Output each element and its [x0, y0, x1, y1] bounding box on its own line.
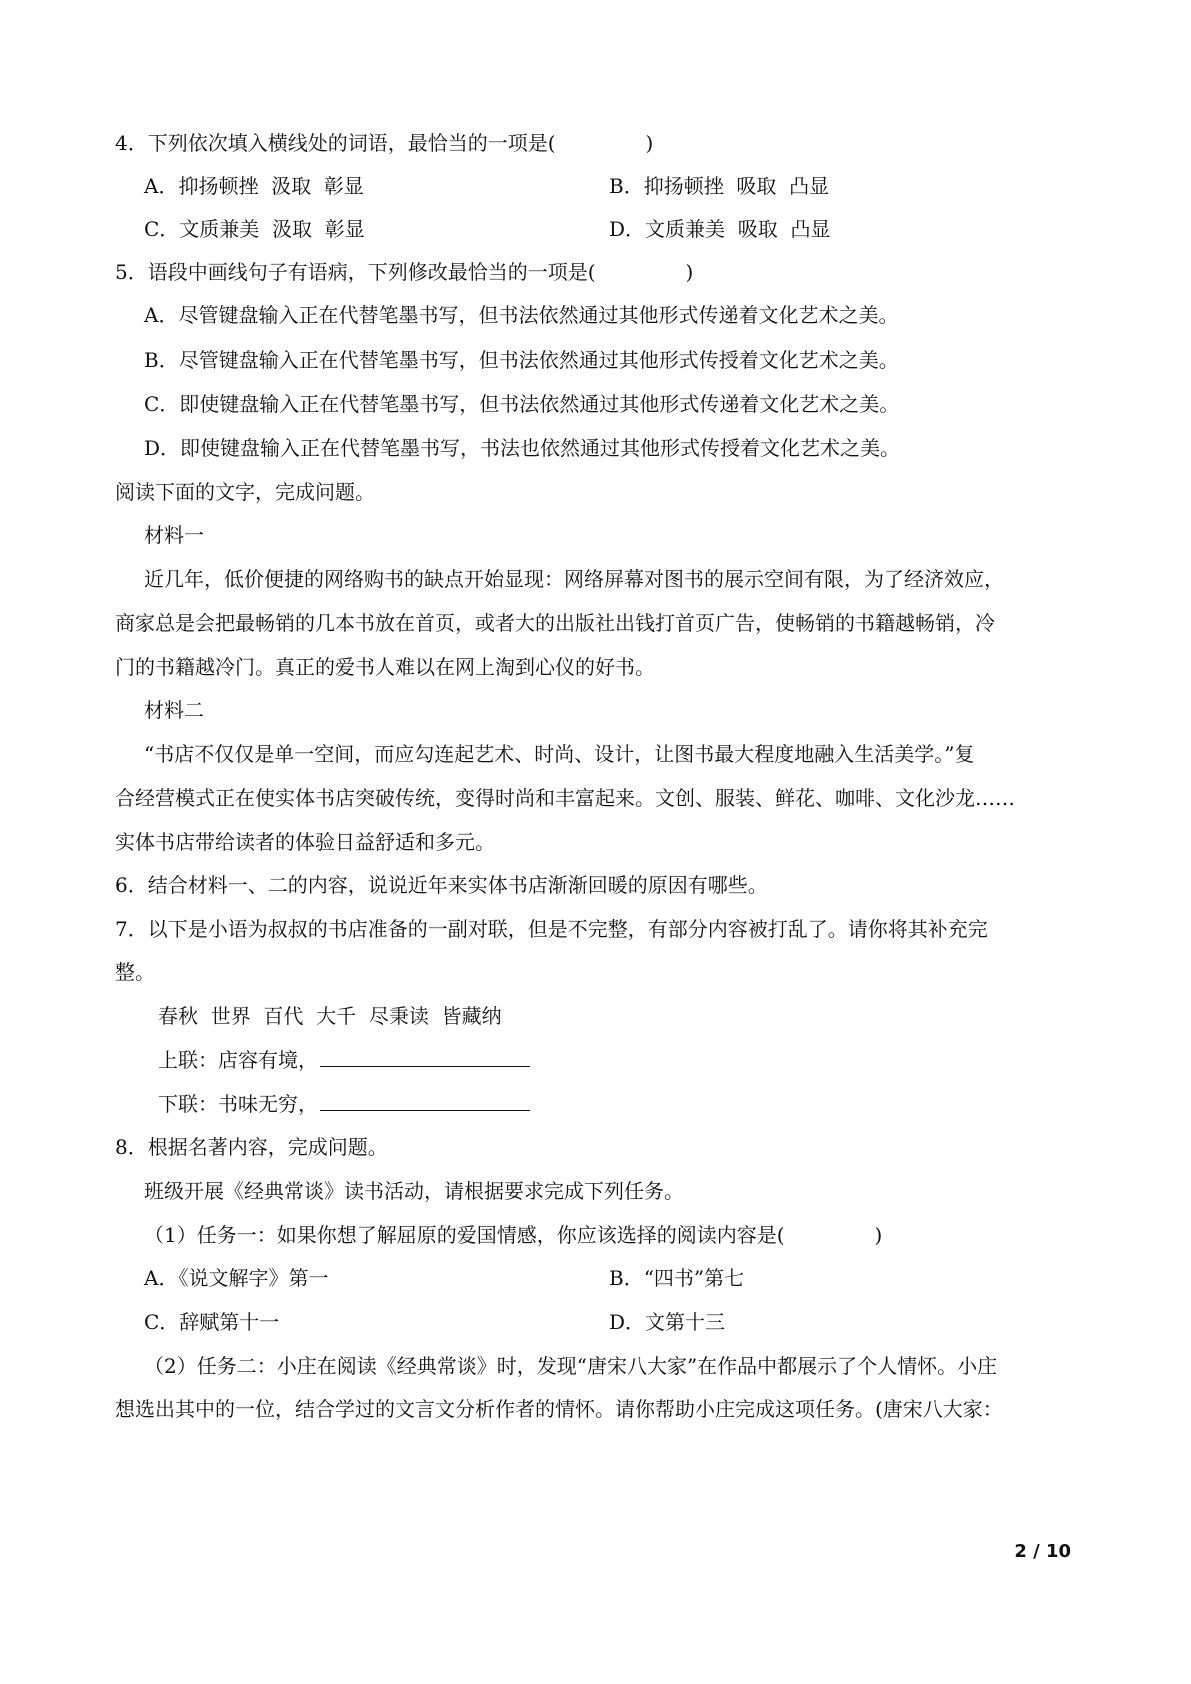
page-number: 2 / 10: [1014, 1541, 1071, 1562]
q5-stem: 5．语段中画线句子有语病，下列修改最恰当的一项是( ): [115, 260, 694, 284]
material-2-line: 实体书店带给读者的体验日益舒适和多元。: [115, 830, 495, 854]
q7-upper-couplet: 上联：店容有境，: [0, 1045, 1191, 1075]
material-1-line: 商家总是会把最畅销的几本书放在首页，或者大的出版社出钱打首页广告，使畅销的书籍越畅销，冷: [115, 611, 995, 635]
lower-couplet-blank[interactable]: [320, 1090, 530, 1111]
material-2-line: “书店不仅仅是单一空间，而应勾连起艺术、时尚、设计，让图书最大程度地融入生活美学。”复: [144, 742, 975, 766]
q8-option-c: C．辞赋第十一: [144, 1310, 280, 1334]
q4-option-a: A．抑扬顿挫 汲取 彰显: [144, 174, 364, 198]
reading-intro: 阅读下面的文字，完成问题。: [115, 480, 375, 504]
q8-task-1-option-row-2: [0, 1307, 1191, 1337]
material-2-title: 材料二: [144, 698, 204, 722]
q8-task-1-stem: （1）任务一：如果你想了解屈原的爱国情感，你应该选择的阅读内容是( ): [144, 1223, 883, 1247]
material-1-line: 门的书籍越冷门。真正的爱书人难以在网上淘到心仪的好书。: [115, 655, 655, 679]
q6-stem: 6．结合材料一、二的内容，说说近年来实体书店渐渐回暖的原因有哪些。: [115, 873, 768, 897]
q8-task-2-line: 想选出其中的一位，结合学过的文言文分析作者的情怀。请你帮助小庄完成这项任务。(唐宋八大家：: [115, 1397, 1003, 1421]
q7-word-bank: 春秋 世界 百代 大千 尽秉读 皆藏纳: [158, 1004, 502, 1028]
q5-option-d: D．即使键盘输入正在代替笔墨书写，书法也依然通过其他形式传授着文化艺术之美。: [144, 436, 901, 460]
material-1-line: 近几年，低价便捷的网络购书的缺点开始显现：网络屏幕对图书的展示空间有限，为了经济效应，: [144, 567, 1004, 591]
q8-intro: 班级开展《经典常谈》读书活动，请根据要求完成下列任务。: [144, 1179, 684, 1203]
q7-lower-couplet: 下联：书味无穷，: [0, 1089, 1191, 1119]
q8-task-2-line: （2）任务二：小庄在阅读《经典常谈》时，发现“唐宋八大家”在作品中都展示了个人情怀。小庄: [144, 1354, 998, 1378]
q4-option-c: C．文质兼美 汲取 彰显: [144, 217, 365, 241]
q4-stem: 4．下列依次填入横线处的词语，最恰当的一项是( ): [115, 131, 654, 155]
material-2-line: 合经营模式正在使实体书店突破传统，变得时尚和丰富起来。文创、服装、鲜花、咖啡、文化沙龙……: [115, 786, 1015, 810]
q8-stem: 8．根据名著内容，完成问题。: [115, 1135, 388, 1159]
q4-option-b: B．抑扬顿挫 吸取 凸显: [609, 174, 830, 198]
q5-option-a: A．尽管键盘输入正在代替笔墨书写，但书法依然通过其他形式传递着文化艺术之美。: [144, 303, 899, 327]
q7-stem-line: 7．以下是小语为叔叔的书店准备的一副对联，但是不完整，有部分内容被打乱了。请你将其补充完: [115, 917, 988, 941]
q7-stem-line: 整。: [115, 960, 155, 984]
q5-option-b: B．尽管键盘输入正在代替笔墨书写，但书法依然通过其他形式传授着文化艺术之美。: [144, 348, 899, 372]
q8-option-a: A．《说文解字》第一: [144, 1266, 329, 1290]
upper-couplet-blank[interactable]: [320, 1046, 530, 1067]
q4-option-row-2: [0, 214, 1191, 244]
q8-option-d: D．文第十三: [609, 1310, 726, 1334]
q4-option-row-1: [0, 171, 1191, 201]
q8-task-1-option-row-1: [0, 1263, 1191, 1293]
q5-option-c: C．即使键盘输入正在代替笔墨书写，但书法依然通过其他形式传递着文化艺术之美。: [144, 392, 900, 416]
q8-option-b: B．“四书”第七: [609, 1266, 745, 1290]
material-1-title: 材料一: [144, 523, 204, 547]
q4-option-d: D．文质兼美 吸取 凸显: [609, 217, 831, 241]
